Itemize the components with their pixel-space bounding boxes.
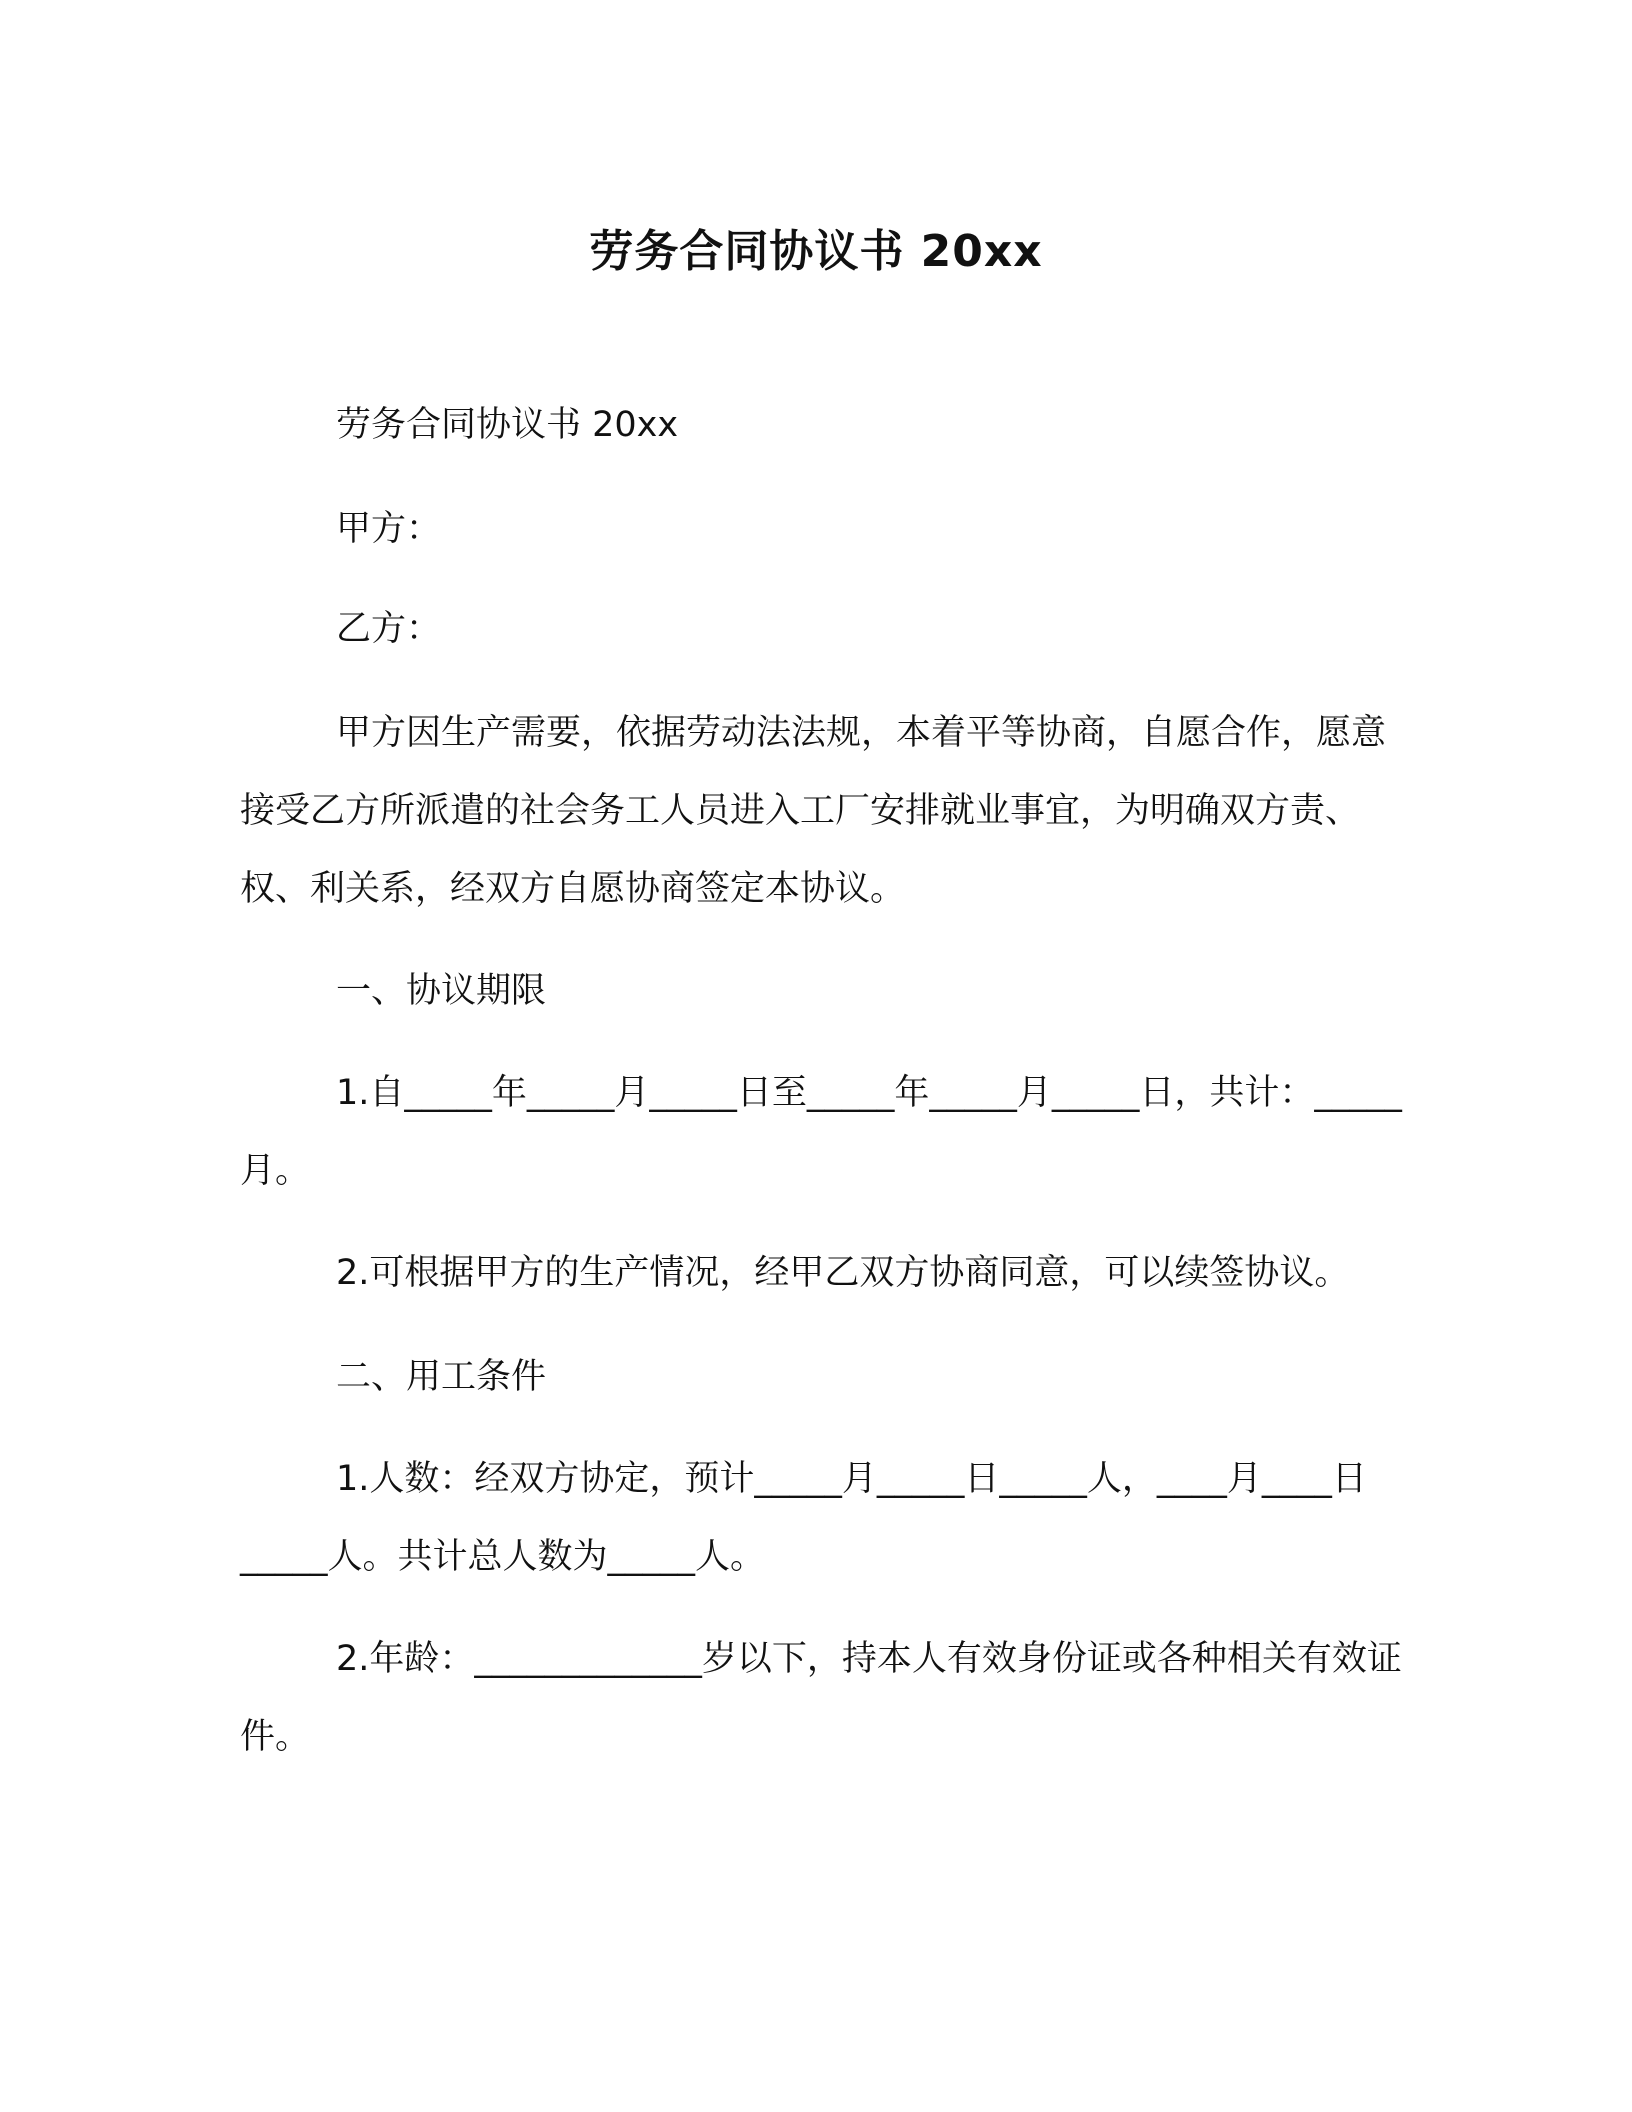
paragraph-age: 2.年龄：_____________岁以下，持本人有效身份证或各种相关有效证件。 <box>240 1639 1402 1757</box>
paragraph-party-b: 乙方： <box>336 609 442 649</box>
paragraph-intro: 甲方因生产需要，依据劳动法法规，本着平等协商，自愿合作，愿意接受乙方所派遣的社会务工人员进入工厂安排就业事宜，为明确双方责、权、利关系，经双方自愿协商签定本协议。 <box>240 713 1387 909</box>
paragraph-party-a: 甲方： <box>336 509 442 549</box>
paragraph-heading: 劳务合同协议书 20xx <box>336 405 679 445</box>
section-heading-conditions: 二、用工条件 <box>336 1357 547 1397</box>
paragraph-term-renewal: 2.可根据甲方的生产情况，经甲乙双方协商同意，可以续签协议。 <box>336 1253 1350 1293</box>
paragraph-headcount: 1.人数：经双方协定，预计_____月_____日_____人，____月____日_____人。共计总人数为_____人。 <box>240 1459 1367 1577</box>
section-heading-term: 一、协议期限 <box>336 971 547 1011</box>
document-title: 劳务合同协议书 20xx <box>589 226 1043 277</box>
paragraph-term-dates: 1.自_____年_____月_____日至_____年_____月_____日，共计：_____月。 <box>240 1073 1402 1191</box>
